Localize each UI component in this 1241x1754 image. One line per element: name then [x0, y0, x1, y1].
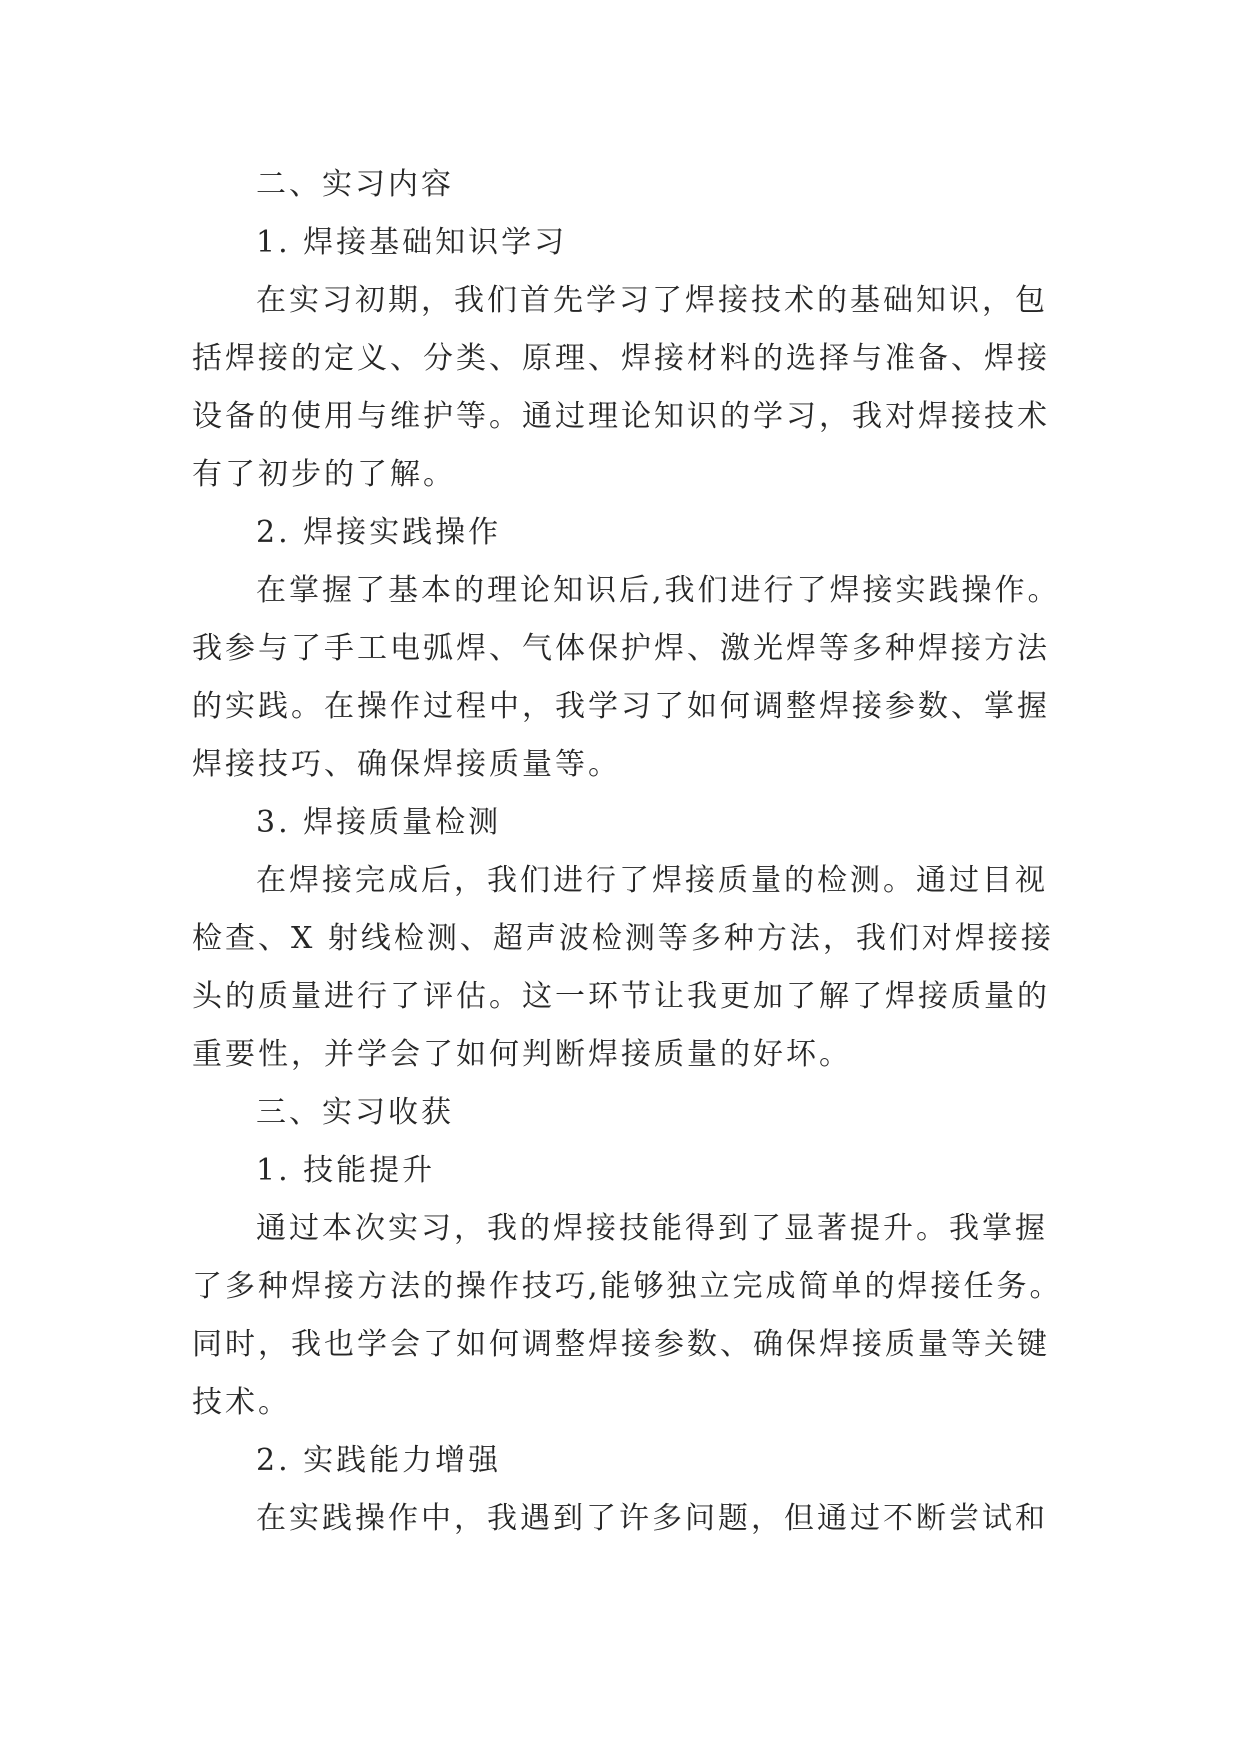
text-line: 在实习初期，我们首先学习了焊接技术的基础知识，包 — [256, 283, 1048, 318]
text-line: 二、实习内容 — [256, 167, 454, 202]
text-line: 2. 焊接实践操作 — [256, 515, 502, 550]
text-line: 检查、X 射线检测、超声波检测等多种方法，我们对焊接接 — [192, 921, 1054, 956]
text-line: 焊接技巧、确保焊接质量等。 — [192, 747, 621, 782]
text-line: 通过本次实习，我的焊接技能得到了显著提升。我掌握 — [256, 1211, 1048, 1246]
text-line: 设备的使用与维护等。通过理论知识的学习，我对焊接技术 — [192, 399, 1050, 434]
text-line: 在实践操作中，我遇到了许多问题，但通过不断尝试和 — [256, 1501, 1048, 1536]
text-line: 我参与了手工电弧焊、气体保护焊、激光焊等多种焊接方法 — [192, 631, 1050, 666]
text-line: 1. 技能提升 — [256, 1153, 436, 1188]
text-line: 了多种焊接方法的操作技巧,能够独立完成简单的焊接任务。 — [192, 1269, 1063, 1304]
text-line: 3. 焊接质量检测 — [256, 805, 502, 840]
text-line: 的实践。在操作过程中，我学习了如何调整焊接参数、掌握 — [192, 689, 1050, 724]
text-line: 技术。 — [192, 1385, 291, 1420]
text-line: 在掌握了基本的理论知识后,我们进行了焊接实践操作。 — [256, 573, 1061, 608]
text-line: 三、实习收获 — [256, 1095, 454, 1130]
text-line: 有了初步的了解。 — [192, 457, 456, 492]
text-line: 2. 实践能力增强 — [256, 1443, 502, 1478]
text-line: 括焊接的定义、分类、原理、焊接材料的选择与准备、焊接 — [192, 341, 1050, 376]
text-line: 1. 焊接基础知识学习 — [256, 225, 568, 260]
text-line: 在焊接完成后，我们进行了焊接质量的检测。通过目视 — [256, 863, 1048, 898]
text-line: 头的质量进行了评估。这一环节让我更加了解了焊接质量的 — [192, 979, 1050, 1014]
text-line: 重要性，并学会了如何判断焊接质量的好坏。 — [192, 1037, 852, 1072]
text-line: 同时，我也学会了如何调整焊接参数、确保焊接质量等关键 — [192, 1327, 1050, 1362]
document-body — [192, 156, 1062, 1548]
